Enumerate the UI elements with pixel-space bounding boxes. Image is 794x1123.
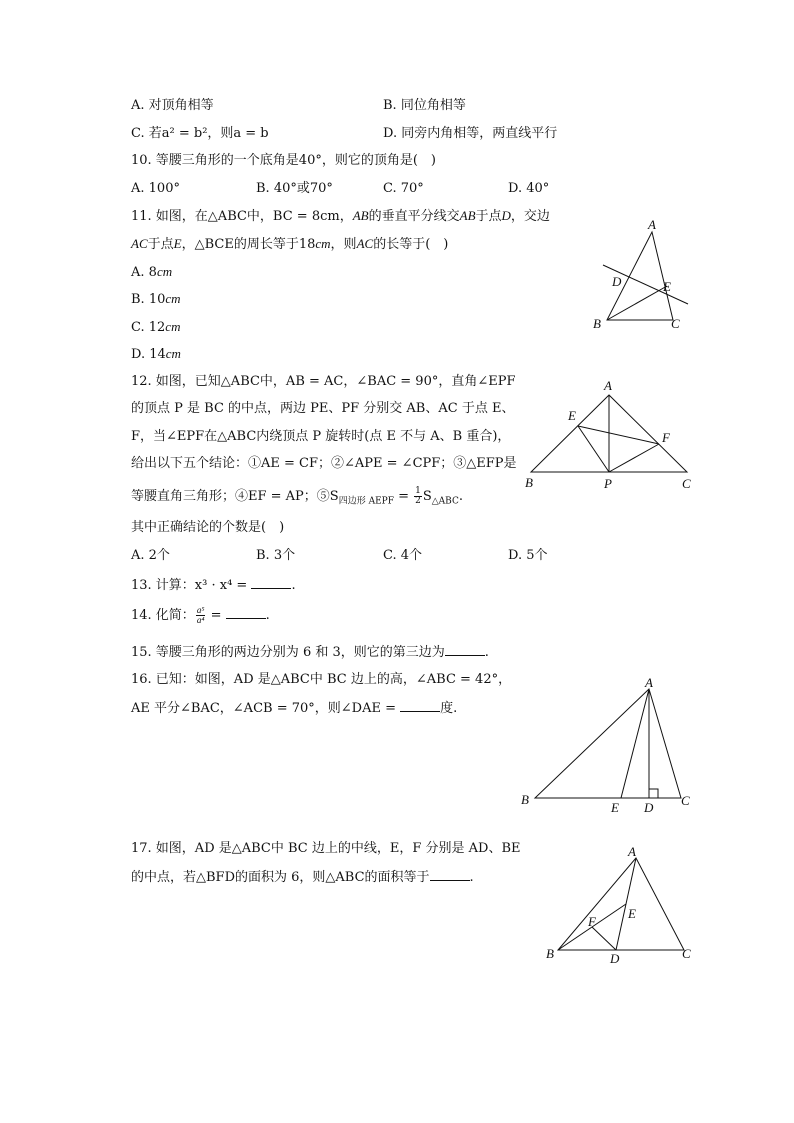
q11-label-d: D <box>612 274 622 289</box>
q12-option-b: B. 3个 <box>256 548 296 563</box>
q16-label-d: D <box>644 800 654 815</box>
q11-stem-line1: 11. 如图，在△ABC中，BC = 8cm，AB的垂直平分线交AB于点D，交边 <box>131 208 550 224</box>
q16-bisector-ae <box>621 689 649 798</box>
q16-triangle-abc <box>535 689 681 798</box>
q9-option-d: D. 同旁内角相等，两直线平行 <box>383 126 558 141</box>
q10-stem: 10. 等腰三角形的一个底角是40°，则它的顶角是( ) <box>131 153 436 168</box>
q12-figure <box>520 375 700 495</box>
q12-stem-line4: 给出以下五个结论：①AE = CF；②∠APE = ∠CPF；③△EFP是 <box>131 456 517 471</box>
q16-stem-line1: 16. 已知：如图，AD 是△ABC中 BC 边上的高，∠ABC = 42°， <box>131 672 512 687</box>
q16-stem-line2: AE 平分∠BAC，∠ACB = 70°，则∠DAE = 度. <box>131 701 458 716</box>
q12-segment-pf <box>609 444 659 472</box>
q11-stem-line2: AC于点E，△BCE的周长等于18cm，则AC的长等于( ) <box>131 236 449 252</box>
q12-label-p: P <box>604 476 612 491</box>
q12-stem-line3: F，当∠EPF在△ABC内绕顶点 P 旋转时(点 E 不与 A、B 重合)， <box>131 429 511 444</box>
q17-segment-fd <box>592 927 616 950</box>
q11-option-a: A. 8cm <box>131 264 173 280</box>
q12-segment-ef <box>578 426 659 444</box>
q17-answer-blank[interactable] <box>430 868 470 881</box>
q12-stem-line5: 等腰直角三角形；④EF = AP；$⑤S_{四边形 AEPF}$ = $\frac{1}{2}$ $S_{\triangle ABC}$. <box>131 486 463 507</box>
q11-label-e: E <box>663 279 671 294</box>
q12-segment-pe <box>578 426 609 472</box>
q9-option-c: C. 若a² = b²，则a = b <box>131 126 269 141</box>
q17-label-f: F <box>588 914 596 929</box>
q17-triangle-abc <box>558 858 684 950</box>
q11-label-c: C <box>671 316 680 331</box>
q10-option-d: D. 40° <box>508 181 550 196</box>
q17-label-c: C <box>682 946 691 961</box>
q11-option-c: C. 12cm <box>131 319 181 335</box>
q17-stem-line1: 17. 如图，AD 是△ABC中 BC 边上的中线，E，F 分别是 AD、BE <box>131 841 521 856</box>
q16-label-a: A <box>645 675 653 690</box>
q12-label-c: C <box>682 476 691 491</box>
q11-option-d: D. 14cm <box>131 346 181 362</box>
q16-label-e: E <box>611 800 619 815</box>
q17-stem-line2: 的中点，若△BFD的面积为 6，则△ABC的面积等于 . <box>131 870 474 885</box>
q11-label-b: B <box>593 316 601 331</box>
q13-answer-blank[interactable] <box>251 576 291 589</box>
q12-stem-line1: 12. 如图，已知△ABC中，AB = AC，∠BAC = 90°，直角∠EPF <box>131 374 516 389</box>
q10-option-c: C. 70° <box>383 181 424 196</box>
q9-option-a: A. 对顶角相等 <box>131 98 214 113</box>
q12-label-e: E <box>568 408 576 423</box>
q16-figure <box>515 672 695 817</box>
q17-label-a: A <box>628 844 636 859</box>
q17-label-e: E <box>628 906 636 921</box>
q15-stem: 15. 等腰三角形的两边分别为 6 和 3，则它的第三边为 . <box>131 645 489 660</box>
q10-option-a: A. 100° <box>131 181 180 196</box>
q16-label-b: B <box>521 792 529 807</box>
q12-label-f: F <box>662 430 670 445</box>
q11-option-b: B. 10cm <box>131 291 181 307</box>
q12-option-c: C. 4个 <box>383 548 423 563</box>
q12-label-b: B <box>525 475 533 490</box>
q11-label-a: A <box>648 217 656 232</box>
q12-option-a: A. 2个 <box>131 548 170 563</box>
q14-stem: 14. 化简： $\frac{\text{a⁵}}{\text{a⁴}}$ = . <box>131 605 270 625</box>
q17-label-b: B <box>546 946 554 961</box>
q12-stem-line2: 的顶点 P 是 BC 的中点，两边 PE、PF 分别交 AB、AC 于点 E、 <box>131 401 515 416</box>
q15-answer-blank[interactable] <box>445 643 485 656</box>
q16-label-c: C <box>681 793 690 808</box>
q13-stem: 13. 计算：x³ · x⁴ = . <box>131 578 296 593</box>
q10-option-b: B. 40°或70° <box>256 181 333 196</box>
q12-label-a: A <box>604 378 612 393</box>
q12-stem-line6: 其中正确结论的个数是( ) <box>131 520 285 535</box>
q11-figure <box>585 212 700 337</box>
q16-answer-blank[interactable] <box>400 699 440 712</box>
q17-label-d: D <box>610 951 620 966</box>
q12-option-d: D. 5个 <box>508 548 548 563</box>
q16-right-angle-mark <box>649 789 658 798</box>
q14-answer-blank[interactable] <box>226 606 266 619</box>
q9-option-b: B. 同位角相等 <box>383 98 466 113</box>
q17-figure <box>540 840 700 970</box>
